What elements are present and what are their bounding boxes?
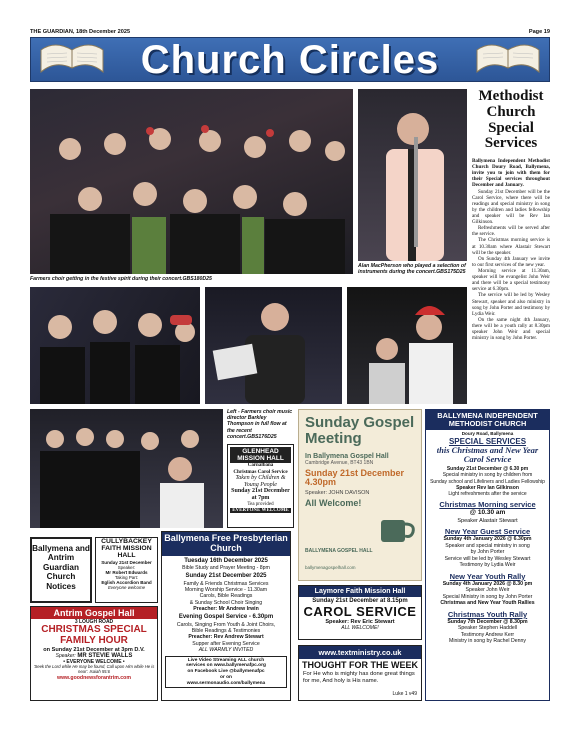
bim-xmas-head: Christmas Morning service	[439, 500, 536, 510]
methodist-p6: The service will be led by Wesley Stewart, speaker and also ministry in song by John Porter and testimony by Lydia Weir.	[472, 292, 550, 317]
page-number: Page 19	[528, 29, 550, 35]
fp-2-4: Supper after Evening Service	[192, 640, 260, 647]
fp-1-3: Carols, Bible Readings	[199, 593, 253, 600]
sgm-hall: In Ballymena Gospel Hall	[305, 452, 389, 460]
fp-1-2: Morning Worship Service - 11.30am	[184, 587, 268, 594]
bim-rally-1: Speaker John Weir	[465, 587, 510, 594]
caption-farmers-choir: Farmers choir getting in the festive spirit during their concert.GBS180D25	[30, 276, 212, 282]
agh-welcome: • EVERYONE WELCOME •	[63, 659, 125, 665]
cully-date: Sunday 21st December	[101, 560, 152, 566]
bim-carol	[426, 466, 549, 497]
bim-address: Doury Road, Ballymena	[461, 431, 514, 437]
bim-carol-1: Special ministry in song by children from	[442, 472, 533, 479]
bim-title: BALLYMENA INDEPENDENT METHODIST CHURCH	[426, 410, 549, 430]
sgm-title: Sunday Gospel Meeting	[305, 414, 415, 447]
fp-2-3: Preacher: Rev Andrew Stewart	[188, 634, 264, 641]
methodist-p5: Morning service at 11.30am, speaker will be evangelist John Weir and there will be a special testimony service at 6.30pm.	[472, 267, 550, 293]
glenhead-welcome: EVERYONE WELCOME	[230, 508, 291, 513]
sgm-speaker: Speaker: JOHN DAVISON	[305, 490, 370, 497]
bim-xmas-1: Speaker Alastair Stewart	[457, 517, 518, 524]
fp-2-5: ALL WARMLY INVITED	[198, 647, 254, 654]
bim-newyear-3: Service will be led by Wesley Stewart	[444, 555, 531, 562]
bim-carol-3: Speaker Rev Ian Gilkinson	[456, 484, 519, 491]
sgm-site: ballymenagospelhall.com	[305, 565, 356, 570]
bim-youth-head: Christmas Youth Rally	[447, 609, 528, 619]
bim-youth-1: Speaker Stephen Haddell	[457, 625, 518, 632]
glenhead-detail: Taken by Children & Young People	[235, 475, 286, 488]
bim-newyear-head: New Year Guest Service	[444, 527, 531, 537]
fp-live-3: or on	[220, 674, 232, 680]
guardian-notices-text: Ballymena and Antrim Guardian Church Notices	[32, 544, 90, 591]
methodist-p3: The Christmas morning service is at 10.30am where Alastair Stewart will be the speaker.	[472, 237, 550, 256]
coffee-cup-icon	[377, 510, 417, 548]
agh-verse: 'Seek the Lord while He may be found, Call upon Him while He is near'. Isaiah 55:6	[33, 664, 155, 674]
banner	[30, 37, 550, 82]
bim-rally-3: Christmas and New Year Youth Rallies	[440, 600, 535, 607]
fp-2-2: Bible Readings & Testimonies	[191, 628, 261, 635]
sgm-welcome: All Welcome!	[305, 498, 362, 509]
laymore-speaker: Speaker: Rev Eric Stewart	[325, 619, 395, 625]
bim-carol-2: Sunday school and Lifeliners and Ladies Fellowship	[430, 478, 545, 485]
fp-live-0: Live Video Streaming ALL church	[187, 657, 265, 663]
open-book-icon-right	[473, 42, 543, 80]
methodist-p2: Refreshments will be served after the service.	[472, 225, 550, 238]
musicians-photo	[347, 287, 467, 404]
caption-alan: Alan MacPherson who played a selection of instruments during the concert.GBS175D25	[358, 263, 466, 276]
bim-season: this Christmas and New Year Carol Service	[436, 445, 539, 465]
laymore-welcome: ALL WELCOME!	[341, 625, 379, 631]
thought-box	[298, 645, 422, 701]
bim-special: SPECIAL SERVICES	[448, 437, 527, 447]
cully-title: CULLYBACKEY FAITH MISSION HALL	[101, 538, 152, 560]
bim-newyear-0: Sunday 4th January 2026 @ 6.30pm	[443, 536, 532, 543]
choir-photo-2	[30, 287, 200, 404]
methodist-title: Methodist Church Special Services	[478, 88, 544, 152]
laymore-service: CAROL SERVICE	[303, 604, 417, 619]
agh-site[interactable]: www.goodnewsforantrim.com	[57, 674, 131, 681]
fp-1-5: Preacher: Mr Andrew Irwin	[193, 606, 259, 613]
agh-headline: CHRISTMAS SPECIAL FAMILY HOUR	[41, 624, 147, 646]
glenhead-title: GLENHEAD MISSION HALL	[230, 447, 291, 463]
conductor-photo	[205, 287, 342, 404]
thought-site[interactable]: www.textministry.co.uk	[299, 646, 421, 659]
bim-newyear-2: by John Porter	[470, 549, 505, 556]
agh-address: 3 LOUGH ROAD	[74, 619, 114, 625]
fp-live-4[interactable]: www.sermonaudio.com/ballymena	[186, 680, 266, 686]
methodist-article	[472, 89, 550, 404]
methodist-p4: On Sunday 4th January we invite to our first services of the new year.	[472, 255, 550, 268]
cully-taking: Taking Part:	[114, 575, 139, 581]
bim-rally-head: New Year Youth Rally	[449, 571, 526, 581]
fp-title: Ballymena Free Presbyterian Church	[162, 532, 290, 556]
bim-xmas-0: @ 10.30 am	[469, 509, 506, 517]
conductor-photo-2	[30, 409, 223, 528]
bim-rally-2: Special Ministry in song by John Porter	[442, 593, 533, 600]
bim-carol-0: Sunday 21st December @ 6.30 pm	[446, 466, 529, 473]
bim-youth-2: Testimony Andrew Kerr	[460, 631, 515, 638]
thought-heading: THOUGHT FOR THE WEEK	[302, 660, 418, 670]
fp-2-1: Carols, Singing From Youth & Joint Choirs,	[176, 621, 276, 628]
cully-speaker: Mr Robert Edwards	[105, 570, 148, 576]
laymore-date: Sunday 21st December at 8.15pm	[312, 598, 408, 604]
agh-date: on Sunday 21st December at 3pm D.V.	[43, 647, 145, 653]
sgm-logo: BALLYMENA GOSPEL HALL	[305, 548, 373, 554]
glenhead-note: Tea provided	[247, 501, 274, 507]
bim-carol-4: Light refreshments after the service	[448, 491, 527, 498]
bim-rally-0: Sunday 4th January 2026 @ 8.30 pm	[442, 580, 533, 587]
cullybackey-notice	[95, 537, 158, 603]
choir-photo-1	[30, 89, 353, 274]
thought-text: For He who is mighty has done great things for me, And holy is His name.	[303, 671, 415, 685]
glenhead-location: Carnalbana	[247, 463, 274, 469]
banner-title: Church Circles	[140, 38, 440, 82]
bim-youth-3: Ministry in song by Rachel Denny	[449, 638, 526, 645]
antrim-gospel-notice	[30, 606, 158, 701]
methodist-p7: On the same night 4th January, there will be a youth rally at 8.30pm speaker John Weir and special ministry in song by John Porter.	[472, 316, 550, 342]
fp-live-1[interactable]: services on www.ballymenafpc.org	[186, 663, 266, 669]
fp-0-0: Tuesday 16th December 2025	[184, 557, 268, 564]
agh-speaker: MR STEVIE WALLS	[77, 653, 133, 659]
sgm-date: Sunday 21st December 4.30pm	[305, 467, 405, 488]
free-presbyterian-notice	[161, 531, 291, 701]
bim-youth-0: Sunday 7th December @ 8.30pm	[447, 618, 528, 625]
bim-newyear-4: Testimony by Lydia Weir	[459, 562, 516, 569]
glenhead-notice	[227, 444, 294, 528]
bim-notice	[425, 409, 550, 701]
glenhead-date: Sunday 21st December at 7pm	[231, 488, 290, 502]
cully-welcome: Everyone welcome	[107, 585, 146, 591]
fp-live-2: on Facebook Live @ballymenafpc	[187, 669, 265, 674]
cully-band: Eglish Accordion Band	[101, 580, 152, 586]
fp-2-0: Evening Gospel Service - 6.30pm	[178, 614, 274, 621]
sunday-gospel-ad	[298, 409, 422, 581]
paper-date: THE GUARDIAN, 18th December 2025	[30, 29, 131, 35]
caption-barkley: Left - Farmers choir music director Barkley Thompson in full flow at the recent concert.GBS176D25	[227, 409, 293, 440]
bim-newyear-1: Speaker and special ministry in song	[445, 542, 530, 549]
methodist-p1: Sunday 21st December will be the Carol Service, where there will be readings and special ministry in song by the children and ladies fellowship and speaker will be Rev Ian Gilkinson.	[472, 188, 550, 226]
glenhead-service: Christmas Carol Service	[233, 469, 288, 476]
guardian-notices-box	[30, 537, 92, 603]
agh-title: Antrim Gospel Hall	[31, 607, 157, 619]
fp-0-1: Bible Study and Prayer Meeting - 8pm	[182, 565, 270, 572]
cully-speaker-label: Speaker:	[117, 565, 136, 571]
instrument-player-photo	[358, 89, 467, 261]
laymore-title: Laymore Faith Mission Hall	[299, 586, 421, 597]
fp-1-1: Family & Friends Christmas Services	[183, 580, 269, 587]
sgm-address: Cambridge Avenue, BT43 1BN	[305, 459, 374, 466]
open-book-icon	[37, 42, 107, 80]
fp-1-0: Sunday 21st December 2025	[185, 573, 267, 580]
fp-1-4: & Sunday School Choir Singing	[189, 599, 263, 606]
laymore-notice	[298, 585, 422, 640]
thought-ref: Luke 1 v49	[392, 691, 417, 697]
methodist-lead: Ballymena Independent Methodist Church Doury Road, Ballymena, invite you to join with them for their Special services throughout December and January.	[472, 158, 550, 189]
agh-speaker-label: Speaker:	[55, 653, 76, 659]
